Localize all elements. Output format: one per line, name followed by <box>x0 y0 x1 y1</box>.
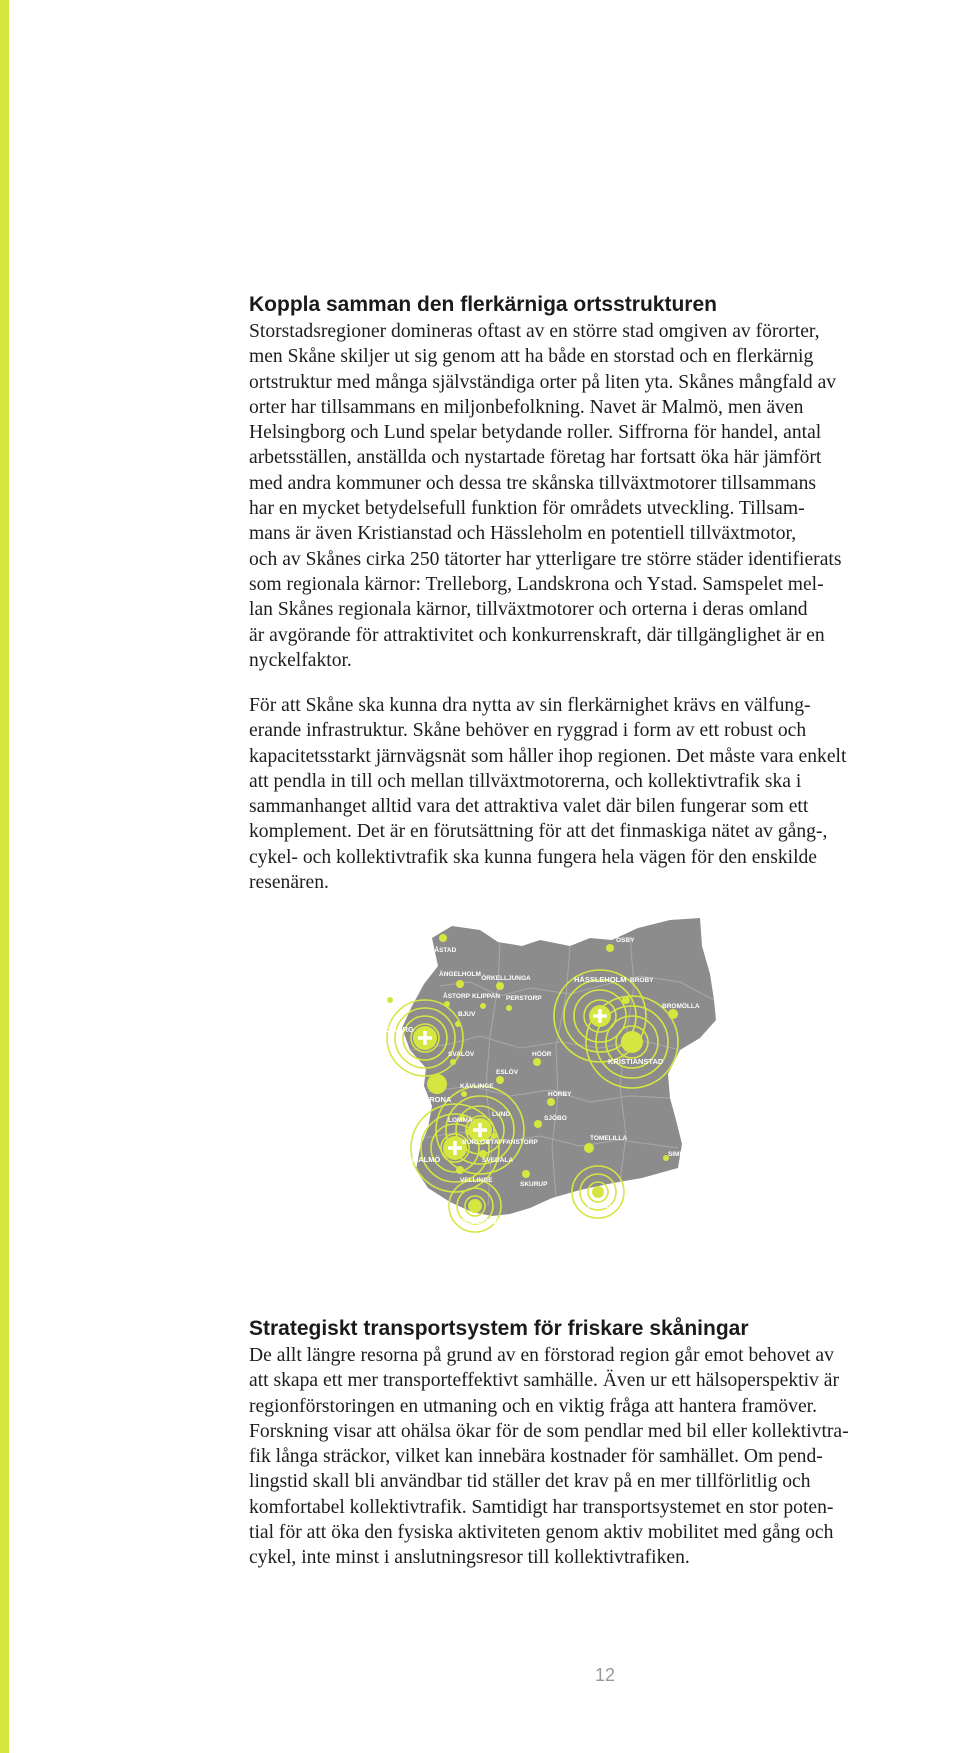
text-line: cykel- och kollektivtrafik ska kunna fungera hela vägen för den enskilde <box>249 846 818 868</box>
label-hoor: HÖÖR <box>532 1051 552 1058</box>
text-line: som regionala kärnor: Trelleborg, Landskrona och Ystad. Samspelet mel- <box>249 573 824 595</box>
town-marker-horby <box>547 1098 555 1106</box>
text-line: och av Skånes cirka 250 tätorter har ytterligare tre större städer identifierats <box>249 548 842 570</box>
town-marker-klippan <box>480 1003 486 1009</box>
label-landskrona: LANDSKRONA <box>398 1095 452 1104</box>
town-marker-bjuv <box>455 1021 461 1027</box>
label-burlov: BURLÖV <box>462 1139 490 1146</box>
label-hassleholm: HÄSSLEHOLM <box>574 975 627 984</box>
accent-bar <box>0 0 9 1753</box>
label-malmo: MALMÖ <box>412 1155 441 1164</box>
town-marker-hoor <box>533 1058 541 1066</box>
paragraph-ortsstruktur <box>249 319 953 673</box>
label-eslov: ESLÖV <box>496 1069 519 1076</box>
town-marker-sjobo <box>534 1120 542 1128</box>
label-lomma: LOMMA <box>448 1117 473 1124</box>
label-horby: HÖRBY <box>548 1091 572 1098</box>
text-line: men Skåne skiljer ut sig genom att ha både en storstad och en flerkärnig <box>249 346 814 368</box>
text-line: att pendla in till och mellan tillväxtmotorerna, och kollektivtrafik ska i <box>249 770 802 792</box>
town-marker-skurup <box>522 1170 530 1178</box>
town-marker-broby <box>622 996 630 1004</box>
label-bastad: BÅSTAD <box>429 947 457 954</box>
text-line: är avgörande för attraktivitet och konkurrenskraft, där tillgänglighet är en <box>249 624 825 646</box>
text-line: kapacitetsstarkt järnvägsnät som håller ihop regionen. Det måste vara enkelt <box>249 745 847 767</box>
text-line: Helsingborg och Lund spelar betydande roller. Siffrorna för handel, antal <box>249 422 822 444</box>
town-marker-hoganas <box>387 997 393 1003</box>
paragraph-transportsystem <box>249 1343 953 1571</box>
town-marker-angelholm <box>456 980 464 988</box>
text-line: Forskning visar att ohälsa ökar för de som pendlar med bil eller kollektivtra- <box>249 1420 849 1442</box>
text-line: arbetsställen, anställda och nystartade företag har fortsatt öka här jämfört <box>249 447 822 469</box>
text-line: lingstid skall bli användbar tid ställer det krav på en mer tillförlitlig och <box>249 1471 811 1493</box>
text-line: resenären. <box>249 872 329 894</box>
skane-map <box>358 916 780 1286</box>
text-line: erande infrastruktur. Skåne behöver en ryggrad i form av ett robust och <box>249 720 807 742</box>
text-line: komfortabel kollektivtrafik. Samtidigt har transportsystemet en stor poten- <box>249 1496 834 1518</box>
label-sjobo: SJÖBO <box>544 1115 567 1122</box>
label-hoganas: HÖGANÄS <box>380 989 414 996</box>
section-heading-transportsystem: Strategiskt transportsystem för friskare skåningar <box>249 1317 749 1340</box>
text-line: med andra kommuner och dessa tre skånska tillväxtmotorer tillsammans <box>249 472 816 494</box>
label-staffanstorp: STAFFANSTORP <box>486 1139 538 1146</box>
section-heading-ortsstruktur: Koppla samman den flerkärniga ortsstrukturen <box>249 293 717 316</box>
text-line: cykel, inte minst i anslutningsresor till kollektivtrafiken. <box>249 1547 690 1569</box>
text-line: tial för att öka den fysiska aktiviteten genom aktiv mobilitet med gång och <box>249 1522 834 1544</box>
text-line: nyckelfaktor. <box>249 649 352 671</box>
text-line: mans är även Kristianstad och Hässleholm en potentiell tillväxtmotor, <box>249 523 797 545</box>
town-marker-astorp <box>444 1001 450 1007</box>
skane-map-figure <box>358 916 780 1286</box>
town-marker-kavlinge <box>461 1091 467 1097</box>
text-line: regionförstoringen en utmaning och en viktig fråga att hantera framöver. <box>249 1395 818 1417</box>
town-marker-svalov <box>450 1059 456 1065</box>
text-line: Storstadsregioner domineras oftast av en större stad omgiven av förorter, <box>249 321 820 342</box>
text-line: sammanhanget alltid vara det attraktiva valet där bilen fungerar som ett <box>249 796 809 818</box>
text-line: fik långa sträckor, vilket kan innebära kostnader för samhället. Om pend- <box>249 1446 823 1468</box>
label-klippan: KLIPPAN <box>472 993 501 1000</box>
label-skurup: SKURUP <box>520 1181 548 1188</box>
town-marker-eslov <box>496 1076 504 1084</box>
town-marker-perstorp <box>506 1005 512 1011</box>
text-line: orter har tillsammans en miljonbefolkning. Navet är Malmö, men även <box>249 396 804 418</box>
label-vellinge: VELLINGE <box>460 1177 493 1184</box>
text-line: att skapa ett mer transporteffektivt samhälle. Även ur ett hälsoperspektiv är <box>249 1370 839 1392</box>
label-kavlinge: KÄVLINGE <box>460 1083 494 1090</box>
label-bjuv: BJUV <box>458 1011 476 1018</box>
paragraph-infrastruktur <box>249 693 953 895</box>
text-line: ortstruktur med många självständiga orter på liten yta. Skånes mångfald av <box>249 371 837 393</box>
label-perstorp: PERSTORP <box>506 995 542 1002</box>
label-orkelljunga: ÖRKELLJUNGA <box>481 975 531 982</box>
text-line: komplement. Det är en förutsättning för att det finmaskiga nätet av gång-, <box>249 821 828 843</box>
town-marker-orkelljunga <box>496 982 504 990</box>
town-marker-osby <box>606 944 614 952</box>
text-line: lan Skånes regionala kärnor, tillväxtmotorer och orterna i deras omland <box>249 599 808 621</box>
town-marker-tomelilla <box>584 1143 594 1153</box>
label-ystad: YSTAD <box>586 1201 611 1210</box>
label-trelleborg: TRELLEBORG <box>456 1217 508 1226</box>
town-marker-vellinge <box>456 1166 464 1174</box>
label-simrishamn: SIMRISHAMN <box>668 1151 710 1158</box>
label-angelholm: ÄNGELHOLM <box>439 971 481 978</box>
town-marker-ystad <box>592 1186 604 1198</box>
page-number: 12 <box>594 1665 616 1685</box>
text-line: För att Skåne ska kunna dra nytta av sin flerkärnighet krävs en välfung- <box>249 695 811 716</box>
label-bromolla: BROMÖLLA <box>662 1003 700 1010</box>
town-marker-landskrona <box>427 1074 447 1094</box>
text-line: De allt längre resorna på grund av en förstorad region går emot behovet av <box>249 1345 834 1366</box>
label-astorp: ÅSTORP <box>443 993 470 1000</box>
text-line: har en mycket betydelsefull funktion för områdets utveckling. Tillsam- <box>249 498 805 520</box>
label-svedala: SVEDALA <box>482 1157 514 1164</box>
label-svalov: SVALÖV <box>448 1051 475 1058</box>
town-marker-bromolla <box>668 1009 678 1019</box>
label-kristianstad: KRISTIANSTAD <box>608 1057 664 1066</box>
label-helsingborg: HELSINGBORG <box>358 1025 414 1034</box>
town-marker-bastad <box>439 934 447 942</box>
label-broby: BROBY <box>630 977 654 984</box>
town-marker-trelleborg <box>468 1199 482 1213</box>
label-osby: OSBY <box>616 937 635 944</box>
label-tomelilla: TOMELILLA <box>590 1135 628 1142</box>
kristianstad-marker <box>621 1031 643 1053</box>
label-lund: LUND <box>492 1111 511 1118</box>
